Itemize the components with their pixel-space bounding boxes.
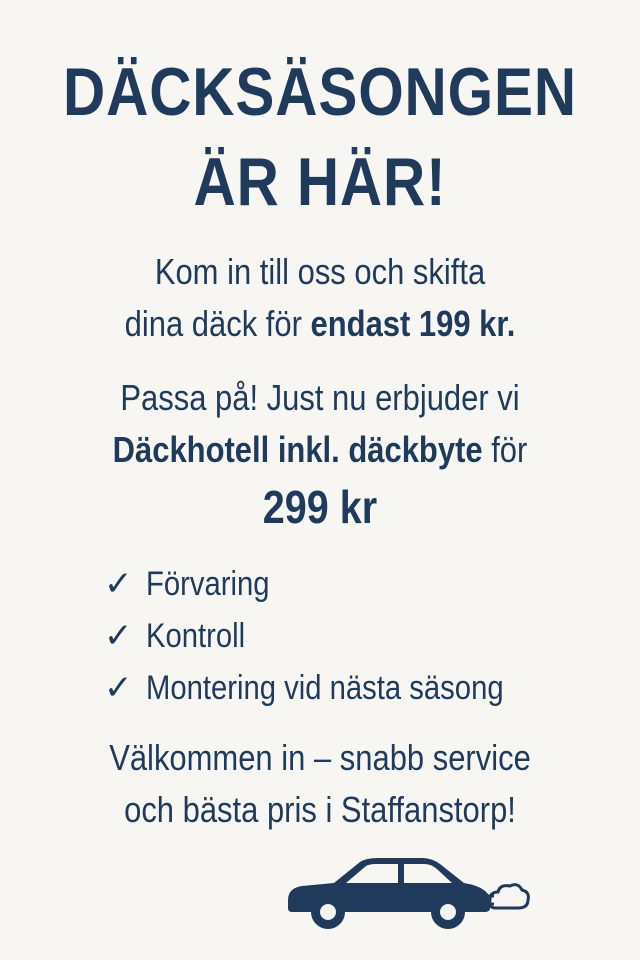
- checklist-item-label: Montering vid nästa säsong: [146, 669, 504, 707]
- offer-text: [45, 372, 595, 476]
- closing-line-2: och bästa pris i Staffanstorp!: [124, 789, 516, 830]
- intro-line-2-text: dina däck för: [124, 303, 311, 344]
- car-icon: [282, 850, 532, 930]
- offer-line-2-end: för: [482, 429, 528, 470]
- closing-text: [45, 732, 595, 836]
- checklist-item: [104, 610, 562, 662]
- checklist-item: [104, 662, 562, 714]
- checklist-item-label: Kontroll: [146, 617, 246, 655]
- check-icon: ✓: [104, 617, 133, 655]
- headline-line-1: DÄCKSÄSONGEN: [63, 54, 577, 130]
- closing-line-1: Välkommen in – snabb service: [109, 737, 531, 778]
- headline-line-2: ÄR HÄR!: [193, 144, 447, 220]
- checklist-item: [104, 558, 562, 610]
- offer-service-name: Däckhotell inkl. däckbyte: [112, 429, 483, 470]
- check-icon: ✓: [104, 669, 133, 707]
- intro-price: endast 199 kr.: [310, 303, 516, 344]
- check-icon: ✓: [104, 565, 133, 603]
- intro-text: [45, 246, 595, 350]
- intro-line-1: Kom in till oss och skifta: [154, 251, 486, 292]
- checklist: [104, 558, 562, 714]
- intro-line-2: [45, 298, 595, 350]
- checklist-item-label: Förvaring: [146, 565, 270, 603]
- offer-line-2: [45, 424, 595, 476]
- offer-line-1: Passa på! Just nu erbjuder vi: [120, 377, 520, 418]
- offer-price: 299 kr: [262, 481, 378, 533]
